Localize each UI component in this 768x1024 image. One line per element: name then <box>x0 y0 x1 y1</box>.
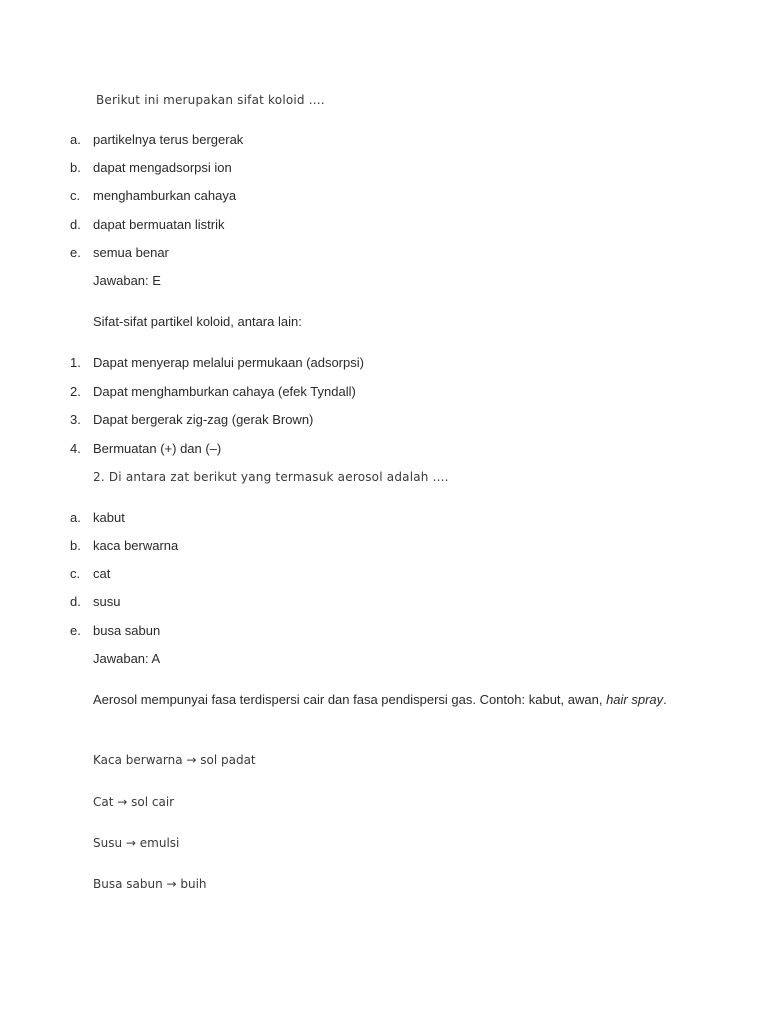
property-text: Bermuatan (+) dan (–) <box>93 441 222 456</box>
mapping-item: Kaca berwarna → sol padat <box>93 753 256 767</box>
explanation-2-end: . <box>663 692 667 707</box>
property-text: Dapat bergerak zig-zag (gerak Brown) <box>93 412 314 427</box>
explanation-2-paragraph <box>93 690 676 709</box>
mapping-item: Susu → emulsi <box>93 836 180 850</box>
property-number: 1. <box>70 355 81 370</box>
option-text: busa sabun <box>93 623 161 638</box>
option-text: dapat mengadsorpsi ion <box>93 160 232 175</box>
property-number: 4. <box>70 441 81 456</box>
property-text: Dapat menghamburkan cahaya (efek Tyndall) <box>93 384 356 399</box>
option-text: kabut <box>93 510 125 525</box>
answer-1: Jawaban: E <box>93 273 161 288</box>
option-marker: d. <box>70 594 81 609</box>
explanation-1-intro: Sifat-sifat partikel koloid, antara lain: <box>93 314 302 329</box>
option-marker: a. <box>70 510 81 525</box>
mapping-item: Cat → sol cair <box>93 795 175 809</box>
option-marker: b. <box>70 538 81 553</box>
option-text: menghamburkan cahaya <box>93 188 237 203</box>
option-text: cat <box>93 566 111 581</box>
mapping-item: Busa sabun → buih <box>93 877 207 891</box>
option-text: semua benar <box>93 245 169 260</box>
option-text: dapat bermuatan listrik <box>93 217 225 232</box>
answer-2: Jawaban: A <box>93 651 161 666</box>
option-text: partikelnya terus bergerak <box>93 132 244 147</box>
option-marker: c. <box>70 566 81 581</box>
property-number: 2. <box>70 384 81 399</box>
option-text: kaca berwarna <box>93 538 179 553</box>
option-marker: c. <box>70 188 81 203</box>
option-marker: e. <box>70 623 81 638</box>
option-marker: b. <box>70 160 81 175</box>
property-number: 3. <box>70 412 81 427</box>
option-marker: d. <box>70 217 81 232</box>
explanation-2-italic: hair spray <box>606 692 664 707</box>
question-1: Berikut ini merupakan sifat koloid .... <box>96 93 325 107</box>
option-marker: e. <box>70 245 81 260</box>
option-text: susu <box>93 594 121 609</box>
question-2: 2. Di antara zat berikut yang termasuk aerosol adalah .... <box>93 470 449 484</box>
property-text: Dapat menyerap melalui permukaan (adsorpsi) <box>93 355 364 370</box>
option-marker: a. <box>70 132 81 147</box>
explanation-2-text: Aerosol mempunyai fasa terdispersi cair dan fasa pendispersi gas. Contoh: kabut, awan, <box>93 692 607 707</box>
